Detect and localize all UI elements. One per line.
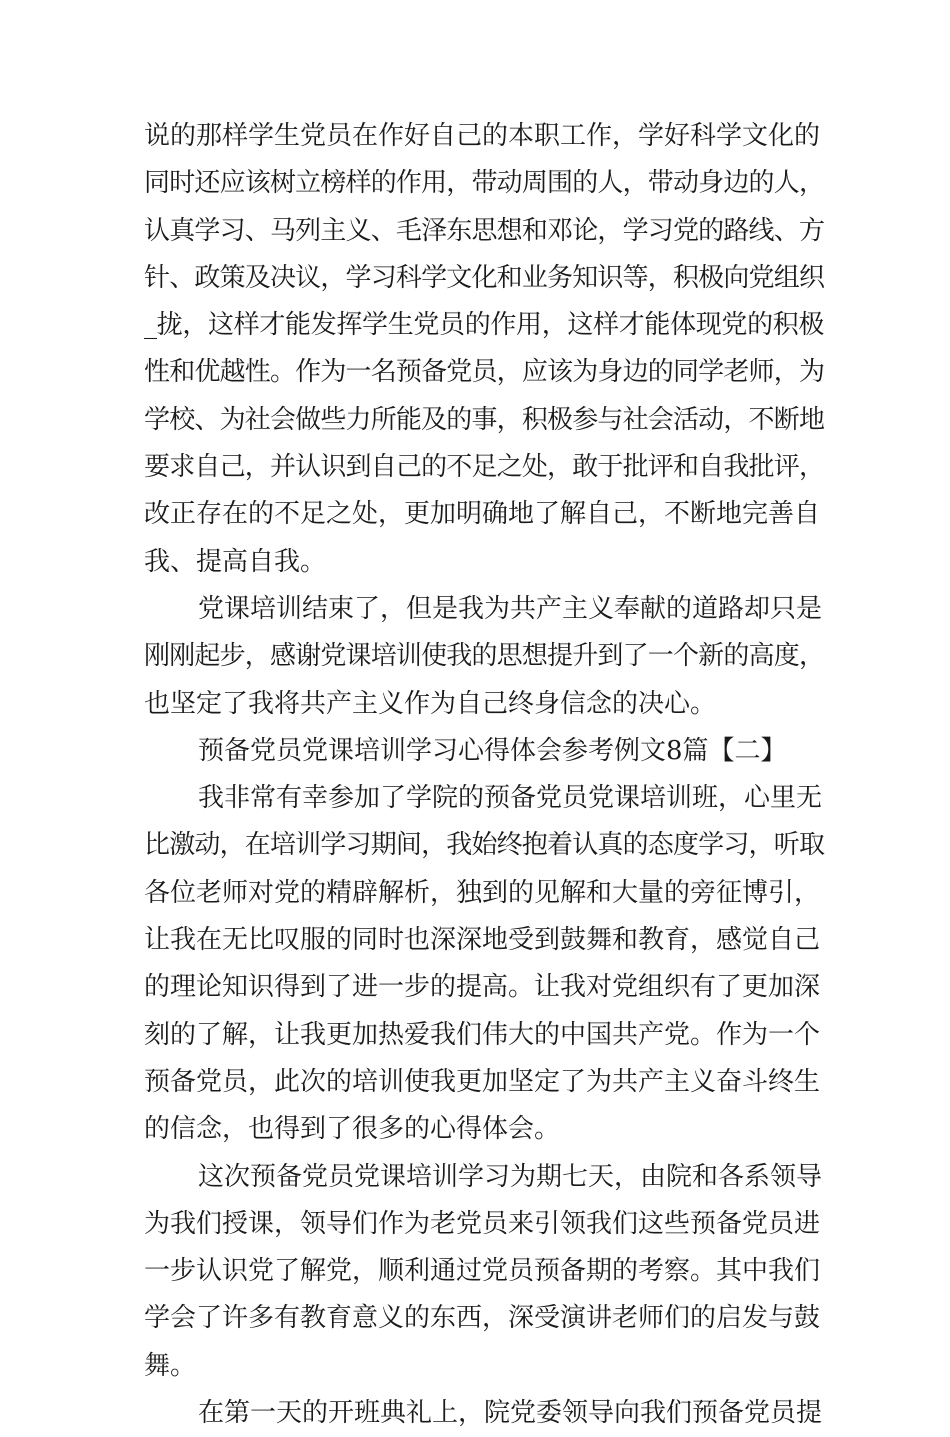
text-line: 一步认识党了解党，顺利通过党员预备期的考察。其中我们 [144, 1256, 821, 1287]
section-heading [144, 728, 824, 775]
text-line: 说的那样学生党员在作好自己的本职工作，学好科学文化的 [144, 121, 821, 151]
text-line: 刚刚起步，感谢党课培训使我的思想提升到了一个新的高度， [144, 641, 825, 672]
text-line: 针、政策及决议，学习科学文化和业务知识等，积极向党组织 [144, 262, 825, 293]
paragraph [144, 1390, 824, 1437]
text-line: 我非常有幸参加了学院的预备党员党课培训班，心里无 [198, 783, 823, 814]
text-line: 认真学习、马列主义、毛泽东思想和邓论，学习党的路线、方 [144, 215, 825, 246]
text-line: 的信念，也得到了很多的心得体会。 [144, 1114, 561, 1145]
text-line: 舞。 [144, 1350, 197, 1381]
text-line: 学会了许多有教育意义的东西，深受演讲老师们的启发与鼓 [144, 1303, 821, 1334]
text-line: 改正存在的不足之处，更加明确地了解自己，不断地完善自 [144, 499, 821, 530]
text-line: 为我们授课，领导们作为老党员来引领我们这些预备党员进 [144, 1208, 821, 1239]
text-line: 在第一天的开班典礼上，院党委领导向我们预备党员提 [198, 1398, 823, 1429]
text-line: 的理论知识得到了进一步的提高。让我对党组织有了更加深 [144, 972, 821, 1003]
text-line: _拢，这样才能发挥学生党员的作用，这样才能体现党的积极 [144, 310, 825, 341]
text-line: 我、提高自我。 [144, 546, 327, 577]
text-line: 党课培训结束了，但是我为共产主义奉献的道路却只是 [198, 593, 823, 624]
text-line: 学校、为社会做些力所能及的事，积极参与社会活动，不断地 [144, 404, 825, 435]
document-body [144, 113, 824, 1437]
paragraph [144, 775, 824, 1153]
text-line: 刻的了解，让我更加热爱我们伟大的中国共产党。作为一个 [144, 1019, 821, 1050]
text-line: 比激动，在培训学习期间，我始终抱着认真的态度学习，听取 [144, 830, 825, 861]
paragraph [144, 1154, 824, 1390]
text-line: 同时还应该树立榜样的作用，带动周围的人，带动身边的人， [144, 168, 825, 199]
text-line: 这次预备党员党课培训学习为期七天，由院和各系领导 [198, 1161, 823, 1192]
text-line: 也坚定了我将共产主义作为自己终身信念的决心。 [144, 688, 717, 719]
text-line: 让我在无比叹服的同时也深深地受到鼓舞和教育，感觉自己 [144, 925, 821, 956]
text-line: 各位老师对党的精辟解析，独到的见解和大量的旁征博引， [144, 877, 821, 908]
paragraph [144, 113, 824, 586]
text-line: 要求自己，并认识到自己的不足之处，敢于批评和自我批评， [144, 452, 825, 483]
heading-line: 预备党员党课培训学习心得体会参考例文8篇【二】 [198, 735, 787, 766]
text-line: 性和优越性。作为一名预备党员，应该为身边的同学老师，为 [144, 357, 825, 388]
paragraph [144, 586, 824, 728]
text-line: 预备党员，此次的培训使我更加坚定了为共产主义奋斗终生 [144, 1066, 821, 1097]
